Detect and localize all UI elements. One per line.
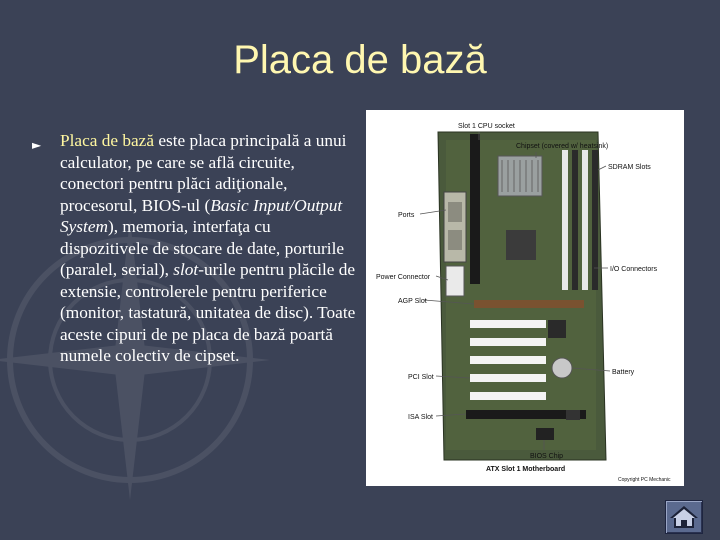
label-pci: PCI Slot <box>408 374 434 381</box>
bios-chip <box>536 428 554 440</box>
agp-slot <box>474 300 584 308</box>
figure-caption: ATX Slot 1 Motherboard <box>486 466 566 473</box>
label-io: I/O Connectors <box>610 266 658 273</box>
battery <box>552 358 572 378</box>
label-power: Power Connector <box>376 274 431 281</box>
label-bios: BIOS Chip <box>530 453 564 460</box>
label-ports: Ports <box>398 212 415 219</box>
motherboard-diagram <box>366 110 684 486</box>
bullet-text-part: este placa principală a unui calculator, pe care se află circuite, conectori pentru plăci adiţionale, procesorul, BIOS-ul ( <box>60 131 347 215</box>
motherboard-figure <box>366 110 684 486</box>
bullet-text-part: -urile pentru plăcile de extensie, controlerele pentru periferice (monitor, tastatură, unitatea de disc). Toate aceste cipuri de pe placa de bază poartă numele colectiv de cipset. <box>60 260 356 365</box>
bullet-lead-term: Placa de bază <box>60 131 155 150</box>
label-chipset: Chipset (covered w/ heatsink) <box>516 143 609 150</box>
power-connector <box>446 266 464 296</box>
bullet-text <box>60 130 360 367</box>
label-agp: AGP Slot <box>398 298 427 305</box>
bullet-arrow-icon: ► <box>32 138 42 152</box>
home-button[interactable] <box>665 500 703 534</box>
label-battery: Battery <box>612 369 635 376</box>
bullet-text-part: ), memoria, interfaţa cu dispozitivele de stocare de date, porturile (paralel, serial), <box>60 217 345 279</box>
label-isa: ISA Slot <box>408 414 433 421</box>
bullet-italic-term: slot <box>173 260 199 279</box>
home-icon <box>666 501 702 533</box>
slide-title: Placa de bază <box>233 38 487 82</box>
label-slot1: Slot 1 CPU socket <box>458 123 515 130</box>
figure-copyright: Copyright PC Mechanic <box>618 477 671 483</box>
cpu-slot <box>470 134 480 284</box>
label-sdram: SDRAM Slots <box>608 164 651 171</box>
bullet-italic-term: Basic Input/Output System <box>60 195 343 236</box>
